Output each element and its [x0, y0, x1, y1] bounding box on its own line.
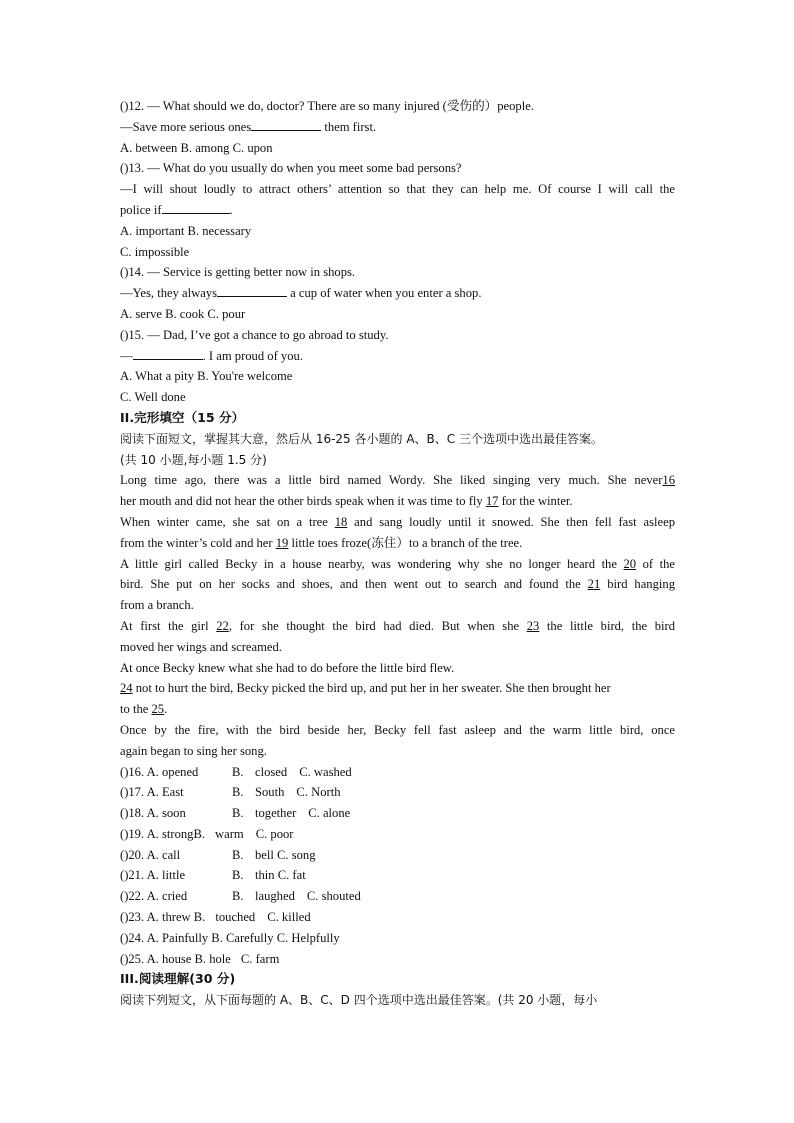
choice-row: ()22. A. cried B. laughed C. shouted: [120, 889, 361, 904]
choice-row: ()21. A. little B. thin C. fat: [120, 868, 306, 883]
question-15-reply: — . I am proud of you.: [120, 346, 675, 367]
answer-blank: [251, 117, 321, 131]
question-15-option-c: C. Well done: [120, 390, 186, 405]
section-2-heading: II.完形填空（15 分）: [120, 409, 245, 425]
exam-page: [120, 96, 675, 1011]
section-2-instruction-line2: (共 10 小题,每小题 1.5 分): [120, 452, 267, 467]
blank-21: 21: [587, 577, 601, 592]
choice-row: ()19. A. strongB. warm C. poor: [120, 826, 294, 841]
section-3-instruction: 阅读下列短文，从下面每题的 A、B、C、D 四个选项中选出最佳答案。(共 20 小题，每小: [120, 993, 598, 1008]
choice-list: [120, 762, 675, 970]
question-13-stem: ()13. — What do you usually do when you meet some bad persons?: [120, 161, 462, 176]
choice-row: ()24. A. Painfully B. Carefully C. Helpfully: [120, 930, 340, 945]
passage-line: her mouth and did not hear the other birds speak when it was time to fly 17 for the winter.: [120, 494, 573, 509]
passage-line: again began to sing her song.: [120, 743, 267, 758]
blank-22: 22: [216, 618, 229, 633]
passage-line: At once Becky knew what she had to do before the little bird flew.: [120, 660, 455, 675]
question-13-option-c: C. impossible: [120, 244, 190, 259]
blank-25: 25: [151, 702, 165, 717]
blank-17: 17: [485, 494, 499, 509]
passage-line: 24 not to hurt the bird, Becky picked the bird up, and put her in her sweater. She then brought her: [120, 681, 611, 696]
choice-row: ()20. A. call B. bell C. song: [120, 847, 316, 862]
blank-20: 20: [623, 556, 637, 571]
passage-line: to the 25.: [120, 702, 168, 717]
blank-24: 24: [120, 681, 133, 696]
question-12-stem: ()12. — What should we do, doctor? There are so many injured (受伤的）people.: [120, 99, 534, 113]
choice-row: ()18. A. soon B. together C. alone: [120, 806, 351, 821]
blank-23: 23: [526, 618, 540, 633]
question-13-reply-line1: —I will shout loudly to attract others’ attention so that they can help me. Of course I will call the: [120, 182, 675, 197]
passage-line: When winter came, she sat on a tree 18 and sang loudly until it snowed. She then fell fast asleep: [120, 514, 675, 529]
passage-line: A little girl called Becky in a house nearby, was wondering why she no longer heard the 20 of the: [120, 556, 675, 571]
passage-line: moved her wings and screamed.: [120, 639, 282, 654]
question-14-stem: ()14. — Service is getting better now in shops.: [120, 265, 356, 280]
choice-row: ()16. A. opened B. closed C. washed: [120, 764, 352, 779]
passage-line: from a branch.: [120, 598, 194, 613]
section-2-instruction-line1: 阅读下面短文，掌握其大意，然后从 16-25 各小题的 A、B、C 三个选项中选出最佳答案。: [120, 431, 603, 446]
blank-19: 19: [275, 535, 289, 550]
question-14-options: A. serve B. cook C. pour: [120, 306, 246, 321]
passage-line: At first the girl 22, for she thought the bird had died. But when she 23 the little bird, the bird: [120, 618, 675, 633]
question-12-reply: —Save more serious ones them first.: [120, 117, 675, 138]
choice-row: ()25. A. house B. hole C. farm: [120, 951, 280, 966]
question-15-options-ab: A. What a pity B. You're welcome: [120, 369, 293, 384]
answer-blank: [162, 200, 230, 214]
passage-line: from the winter’s cold and her 19 little toes froze(冻住）to a branch of the tree.: [120, 535, 523, 550]
passage-line: Long time ago, there was a little bird named Wordy. She liked singing very much. She never16: [120, 473, 675, 488]
passage-line: bird. She put on her socks and shoes, and then went out to search and found the 21 bird hanging: [120, 577, 675, 592]
passage-line: Once by the fire, with the bird beside her, Becky fell fast asleep and the warm little bird, once: [120, 722, 675, 737]
question-15-stem: ()15. — Dad, I’ve got a chance to go abroad to study.: [120, 327, 389, 342]
choice-row: ()23. A. threw B. touched C. killed: [120, 910, 311, 925]
blank-16: 16: [662, 473, 675, 488]
blank-18: 18: [334, 514, 348, 529]
answer-blank: [217, 283, 287, 297]
question-13-options-ab: A. important B. necessary: [120, 223, 252, 238]
choice-row: ()17. A. East B. South C. North: [120, 785, 341, 800]
question-13-reply-line2: police if .: [120, 200, 675, 221]
answer-blank: [133, 346, 203, 360]
question-12-options: A. between B. among C. upon: [120, 140, 273, 155]
section-3-heading: III.阅读理解(30 分): [120, 971, 236, 987]
question-14-reply: —Yes, they always a cup of water when you enter a shop.: [120, 283, 675, 304]
